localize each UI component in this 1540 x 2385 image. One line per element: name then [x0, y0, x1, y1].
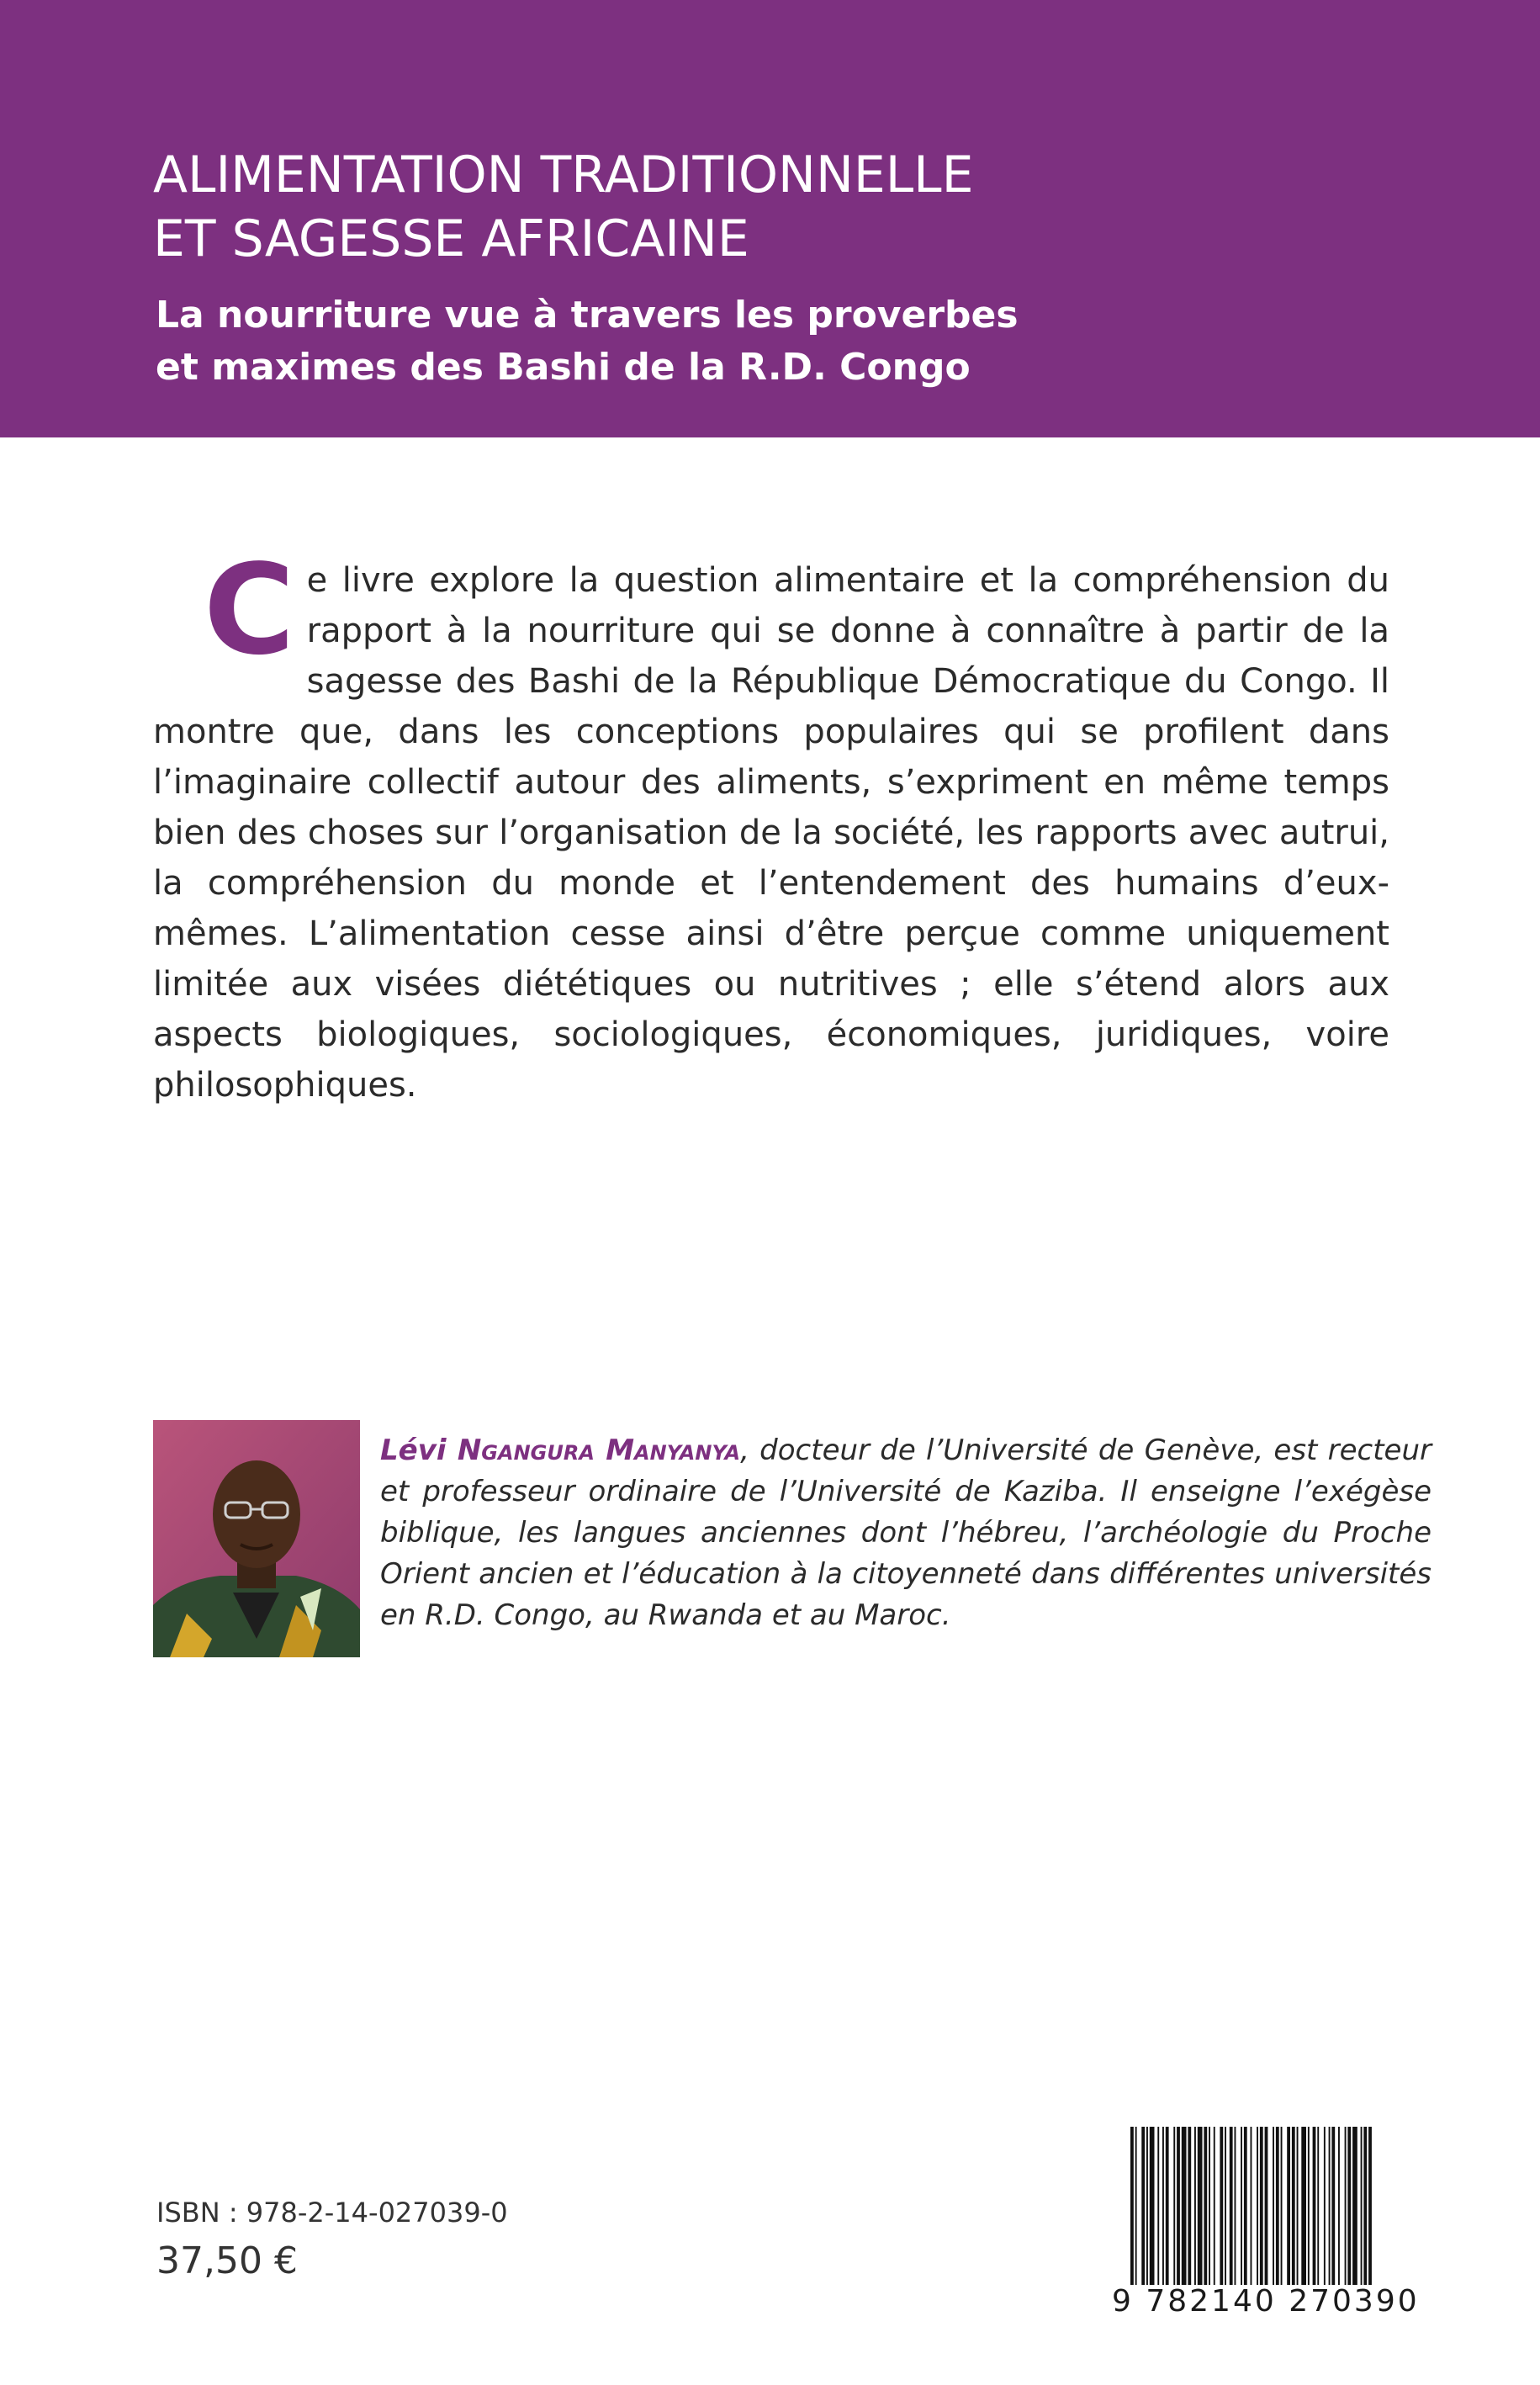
barcode-bar [1251, 2127, 1252, 2285]
barcode-bar [1230, 2127, 1233, 2285]
book-title-line-1: ALIMENTATION TRADITIONNELLE [153, 146, 974, 204]
barcode-bar [1146, 2127, 1148, 2285]
isbn: ISBN : 978-2-14-027039-0 [156, 2197, 508, 2229]
barcode-bar [1182, 2127, 1187, 2285]
author-name [380, 1434, 740, 1467]
barcode-bar [1331, 2127, 1335, 2285]
barcode-bar [1214, 2127, 1215, 2285]
blurb-text: e livre explore la question alimentaire et la compréhension du rapport à la nourriture qui se donne à connaître à partir de la sagesse des Bashi de la République Démocratique du Congo. Il montre que, dans les conceptions populaires qui se profilent dans l’imaginaire collectif autour des aliments, s’expriment en même temps bien des choses sur l’organisation de la société, les rapports avec autrui, la compréhension du monde et l’entendement des humains d’eux-mêmes. L’alimentation cesse ainsi d’être perçue comme uniquement limitée aux visées diététiques ou nutritives ; elle s’étend alors aux aspects biologiques, sociologiques, économiques, juridiques, voire philosophiques. [153, 561, 1389, 1105]
barcode-digits: 9 782140 270390 [1112, 2284, 1420, 2319]
barcode-bar [1308, 2127, 1310, 2285]
barcode-bar [1297, 2127, 1299, 2285]
barcode-bar [1188, 2127, 1191, 2285]
barcode-bar [1265, 2127, 1268, 2285]
barcode-bar [1135, 2127, 1137, 2285]
barcode-bar [1141, 2127, 1145, 2285]
barcode-bar [1301, 2127, 1306, 2285]
barcode-bar [1225, 2127, 1226, 2285]
header-band [0, 0, 1540, 437]
barcode-bar [1345, 2127, 1347, 2285]
barcode-bar [1292, 2127, 1295, 2285]
barcode-bar [1352, 2127, 1357, 2285]
barcode [1127, 2127, 1428, 2285]
book-subtitle [156, 289, 1417, 394]
barcode-bar [1194, 2127, 1196, 2285]
author-bio [380, 1430, 1432, 1636]
author-bio-text: , docteur de l’Université de Genève, est recteur et professeur ordinaire de l’Université de Kaziba. Il enseigne l’exégèse biblique, les langues anciennes dont l’hébreu, l’archéologie du Proche Orient ancien et l’éducation à la citoyenneté dans différentes universités en R.D. Congo, au Rwanda et au Maroc. [380, 1434, 1432, 1632]
book-blurb [153, 538, 1389, 1110]
author-first-name: Lévi [380, 1434, 447, 1467]
author-last-name-2: Manyanya [606, 1434, 741, 1467]
barcode-bar [1317, 2127, 1319, 2285]
barcode-bar [1220, 2127, 1223, 2285]
barcode-bar [1363, 2127, 1367, 2285]
barcode-bar [1329, 2127, 1331, 2285]
book-title [153, 143, 1415, 271]
book-subtitle-line-1: La nourriture vue à travers les proverbes [156, 294, 1019, 337]
barcode-bar [1244, 2127, 1247, 2285]
barcode-bar [1162, 2127, 1164, 2285]
barcode-bar [1204, 2127, 1207, 2285]
barcode-bar [1241, 2127, 1242, 2285]
barcode-bar [1347, 2127, 1351, 2285]
barcode-bar [1157, 2127, 1159, 2285]
barcode-bar [1260, 2127, 1263, 2285]
barcode-bar [1287, 2127, 1290, 2285]
barcode-bar [1235, 2127, 1236, 2285]
barcode-bar [1150, 2127, 1155, 2285]
price: 37,50 € [156, 2239, 298, 2282]
barcode-bar [1313, 2127, 1316, 2285]
barcode-bar [1281, 2127, 1283, 2285]
barcode-bar [1166, 2127, 1169, 2285]
barcode-bar [1273, 2127, 1274, 2285]
barcode-bar [1361, 2127, 1363, 2285]
barcode-bar [1209, 2127, 1210, 2285]
drop-cap: C [204, 538, 295, 682]
barcode-bar [1177, 2127, 1180, 2285]
barcode-bar [1338, 2127, 1340, 2285]
barcode-bar [1368, 2127, 1372, 2285]
barcode-bar [1276, 2127, 1279, 2285]
book-title-line-2: ET SAGESSE AFRICAINE [153, 209, 749, 268]
author-last-name-1: Ngangura [457, 1434, 595, 1467]
barcode-bar [1198, 2127, 1203, 2285]
author-photo [153, 1420, 360, 1657]
barcode-bar [1173, 2127, 1175, 2285]
barcode-bar [1324, 2127, 1326, 2285]
barcode-bar [1130, 2127, 1134, 2285]
book-subtitle-line-2: et maximes des Bashi de la R.D. Congo [156, 346, 971, 389]
barcode-bar [1257, 2127, 1258, 2285]
